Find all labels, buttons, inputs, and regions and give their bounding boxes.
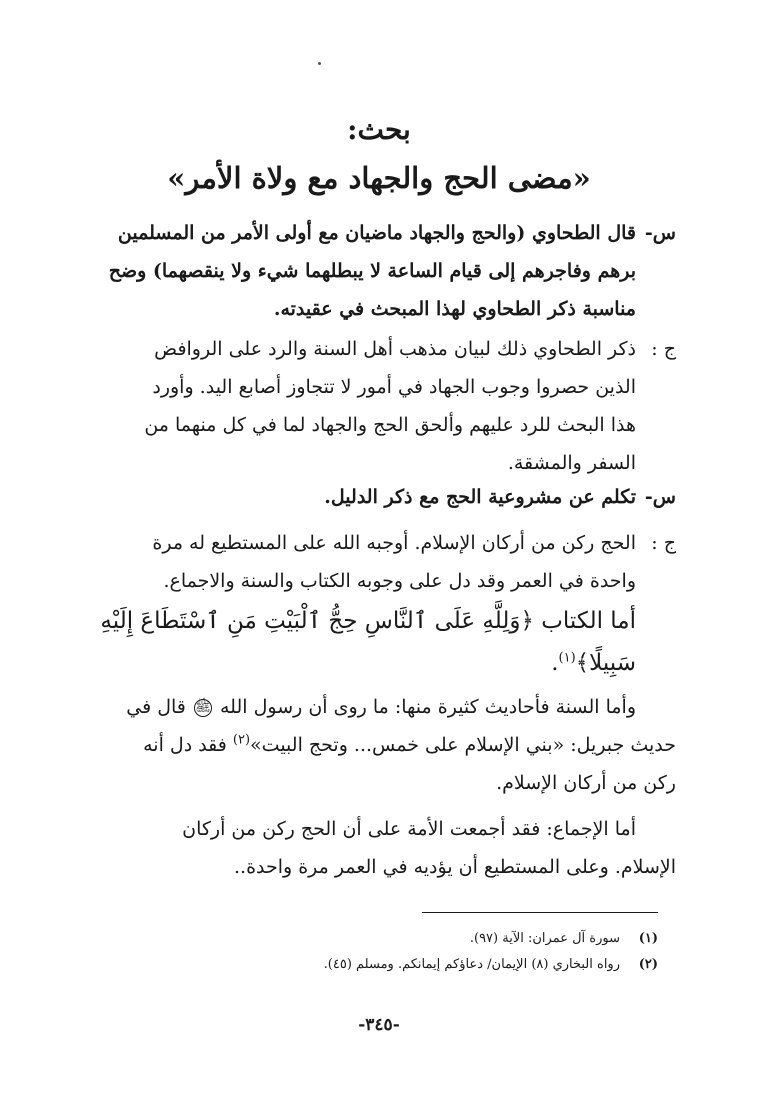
answer-1-line-1: ذكر الطحاوي ذلك لبيان مذهب أهل السنة والرد على الروافض: [154, 338, 636, 360]
answer-1-line-3: هذا البحث للرد عليهم وألحق الحج والجهاد لما في كل منهما من: [144, 414, 636, 436]
question-1: [80, 214, 676, 328]
sunnah-text-2: قال في: [126, 696, 186, 718]
section-label: بحث:: [347, 113, 411, 146]
answer-1-line-4: السفر والمشقة.: [507, 452, 636, 474]
sunnah-text-3: حديث جبريل: «بني الإسلام على خمس... وتحج البيت»: [250, 734, 676, 756]
ijma-line-2: الإسلام. وعلى المستطيع أن يؤديه في العمر مرة واحدة..: [233, 856, 676, 878]
question-1-line-3: مناسبة ذكر الطحاوي لهذا المبحث في عقيدته.: [273, 298, 636, 320]
ijma-paragraph: [80, 810, 636, 848]
footnote-2-text: رواه البخاري (٨) الإيمان/ دعاؤكم إيمانكم. ومسلم (٤٥).: [323, 957, 620, 972]
answer-2-line-1: الحج ركن من أركان الإسلام. أوجبه الله على المستطيع له مرة: [152, 532, 636, 554]
quran-verse-part-2: سَبِيلًا﴾: [575, 650, 636, 676]
question-1-text: [80, 214, 636, 328]
question-marker: س-: [644, 486, 676, 508]
page-number: -٣٤٥-: [358, 1015, 400, 1035]
sunnah-line-3: ركن من أركان الإسلام.: [496, 772, 676, 794]
footnote-1-number: (١): [638, 931, 658, 946]
answer-2-text: [80, 524, 636, 684]
footnote-divider: [422, 912, 658, 913]
question-2: [80, 478, 676, 516]
footnote-ref-2: (٢): [232, 732, 251, 748]
quran-line-1: [80, 600, 636, 642]
quran-verse-part-1: ﴿وَلِلَّهِ عَلَى ٱلنَّاسِ حِجُّ ٱلْبَيْتِ مَنِ ٱسْتَطَاعَ إِلَيْهِ: [100, 608, 534, 634]
footnote-2: [80, 952, 658, 978]
sunnah-continuation: [80, 726, 676, 802]
footnote-2-number: (٢): [638, 957, 658, 972]
answer-1-text: [80, 330, 636, 482]
quran-line-2: [80, 642, 636, 684]
sunnah-paragraph: [80, 688, 636, 726]
quran-end: .: [551, 650, 559, 676]
answer-2-line-2: واحدة في العمر وقد دل على وجوبه الكتاب والسنة والاجماع.: [163, 570, 636, 592]
sunnah-text-4: فقد دل أنه: [143, 734, 227, 756]
question-1-line-1: قال الطحاوي (والحج والجهاد ماضيان مع أولى الأمر من المسلمين: [117, 222, 636, 244]
sunnah-text-1: وأما السنة فأحاديث كثيرة منها: ما روى أن رسول الله: [219, 696, 636, 718]
ijma-continuation: [80, 848, 676, 886]
answer-marker: ج :: [651, 532, 676, 554]
answer-1-line-2: الذين حصروا وجوب الجهاد في أمور لا تتجاوز أصابع اليد. وأورد: [152, 376, 636, 398]
question-2-text: تكلم عن مشروعية الحج مع ذكر الدليل.: [324, 486, 636, 508]
sunnah-line-2: [80, 726, 676, 764]
footnote-ref-1: (١): [558, 650, 576, 666]
quran-intro: أما الكتاب: [541, 608, 636, 634]
footnotes: [80, 926, 658, 978]
answer-1: [80, 330, 676, 482]
section-title: «مضى الحج والجهاد مع ولاة الأمر»: [167, 161, 591, 195]
answer-2: [80, 524, 676, 684]
ijma-line-1: أما الإجماع: فقد أجمعت الأمة على أن الحج ركن من أركان: [182, 818, 636, 840]
salawat-icon: ﷺ: [195, 700, 211, 715]
footnote-1-text: سورة آل عمران: الآية (٩٧).: [469, 931, 620, 946]
sunnah-line-1: [80, 688, 636, 726]
page-speck: [318, 62, 321, 65]
answer-marker: ج :: [651, 338, 676, 360]
footnote-1: [80, 926, 658, 952]
question-1-line-2: برهم وفاجرهم إلى قيام الساعة لا يبطلهما شيء ولا ينقصهما) وضح: [108, 260, 636, 282]
question-marker: س-: [644, 222, 676, 244]
